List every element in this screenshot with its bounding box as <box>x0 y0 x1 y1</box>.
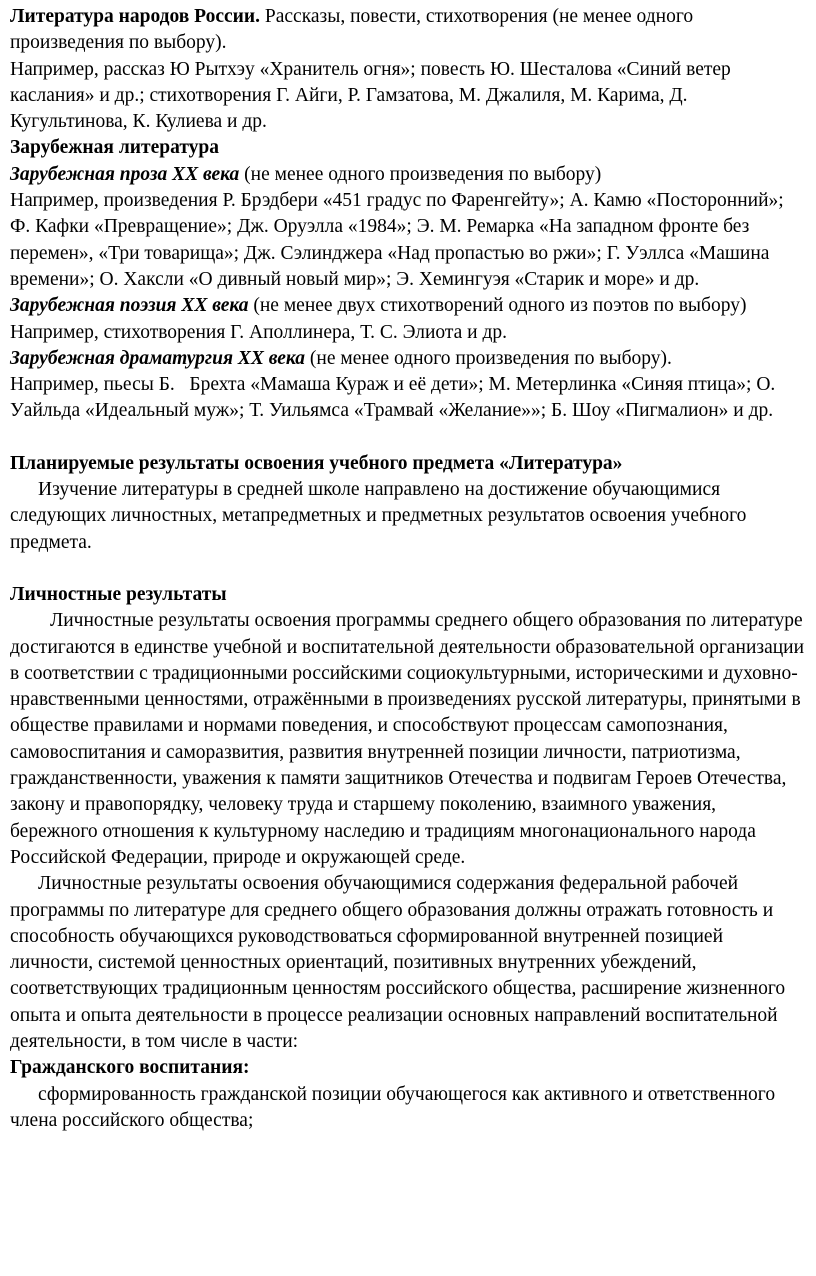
foreign-poetry-note: (не менее двух стихотворений одного из поэтов по выбору) <box>248 295 747 317</box>
national-literature-examples: Например, рассказ Ю Рытхэу «Хранитель огня»; повесть Ю. Шесталова «Синий ветер каслания» и др.; стихотворения Г. Айги, Р. Гамзатова, М. Джалиля, М. Карима, Д. Кугультинова, К. Кулиева и др. <box>10 58 731 133</box>
foreign-prose-examples: Например, произведения Р. Брэдбери «451 градус по Фаренгейту»; А. Камю «Посторонний»; Ф. Кафки «Превращение»; Дж. Оруэлла «1984»; Э. М. Ремарка «На западном фронте без перемен», «Три товарища»; Дж. Сэлинджера «Над пропастью во ржи»; Г. Уэллса «Машина времени»; О. Хаксли «О дивный новый мир»; Э. Хемингуэя «Старик и море» и др. <box>10 190 784 290</box>
foreign-literature-heading: Зарубежная литература <box>10 137 219 159</box>
national-literature-paragraph <box>10 4 806 57</box>
foreign-poetry-examples: Например, стихотворения Г. Аполлинера, Т. С. Элиота и др. <box>10 321 508 343</box>
foreign-poetry-paragraph <box>10 293 806 319</box>
foreign-drama-note: (не менее одного произведения по выбору). <box>305 347 672 369</box>
personal-results-heading: Личностные результаты <box>10 583 227 605</box>
personal-results-paragraph-1: Личностные результаты освоения программы среднего общего образования по литературе достигаются в единстве учебной и воспитательной деятельности образовательной организации в соответствии с традиционными российскими социокультурными, историческими и духовно-нравственными ценностями, отражёнными в произведениях русской литературы, принятыми в обществе правилами и нормами поведения, и способствуют процессам самопознания, самовоспитания и саморазвития, развития внутренней позиции личности, патриотизма, гражданственности, уважения к памяти защитников Отечества и подвигам Героев Отечества, закону и правопорядку, человеку труда и старшему поколению, взаимного уважения, бережного отношения к культурному наследию и традициям многонационального народа Российской Федерации, природе и окружающей среде. <box>10 610 805 868</box>
spacer <box>10 425 806 451</box>
foreign-prose-paragraph <box>10 162 806 188</box>
foreign-drama-title: Зарубежная драматургия XX века <box>10 347 306 369</box>
foreign-prose-note: (не менее одного произведения по выбору) <box>239 163 602 185</box>
foreign-prose-title: Зарубежная проза XX века <box>10 163 240 185</box>
foreign-drama-examples: Например, пьесы Б. Брехта «Мамаша Кураж и её дети»; М. Метерлинка «Синяя птица»; О. Уайльда «Идеальный муж»; Т. Уильямса «Трамвай «Желание»»; Б. Шоу «Пигмалион» и др. <box>10 374 781 422</box>
national-literature-intro: Рассказы, повести, стихотворения (не менее одного произведения по выбору). <box>10 6 694 54</box>
foreign-poetry-title: Зарубежная поэзия XX века <box>10 295 249 317</box>
planned-results-intro: Изучение литературы в средней школе направлено на достижение обучающимися следующих личностных, метапредметных и предметных результатов освоения учебного предмета. <box>10 479 747 553</box>
civic-education-item: сформированность гражданской позиции обучающегося как активного и ответственного члена российского общества; <box>10 1083 776 1131</box>
planned-results-heading: Планируемые результаты освоения учебного предмета «Литература» <box>10 452 623 474</box>
spacer <box>10 556 806 582</box>
personal-results-paragraph-2: Личностные результаты освоения обучающимися содержания федеральной рабочей программы по литературе для среднего общего образования должны отражать готовность и способность обучающихся руководствоваться сформированной внутренней позицией личности, системой ценностных ориентаций, позитивных внутренних убеждений, соответствующих традиционным ценностям российского общества, расширение жизненного опыта и опыта деятельности в процессе реализации основных направлений воспитательной деятельности, в том числе в части: <box>10 873 786 1052</box>
civic-education-heading: Гражданского воспитания: <box>10 1057 250 1079</box>
national-literature-heading: Литература народов России. <box>10 6 261 27</box>
foreign-drama-paragraph <box>10 346 806 372</box>
